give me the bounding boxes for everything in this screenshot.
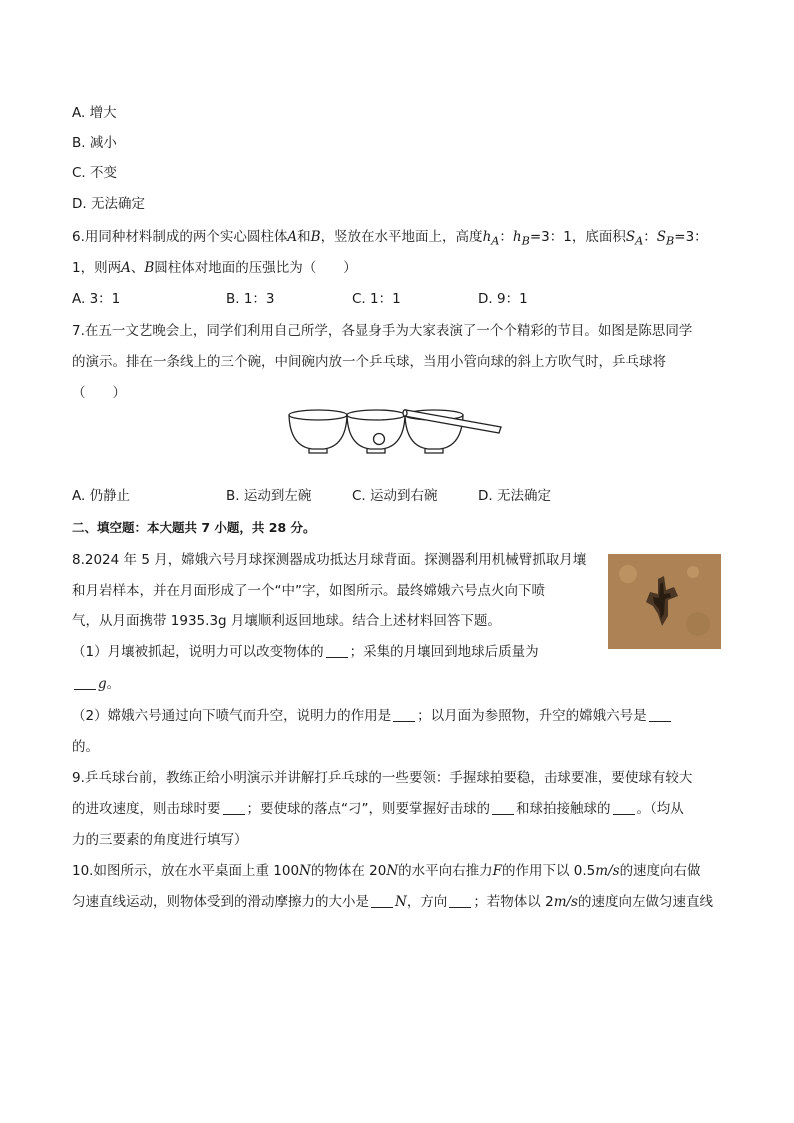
ping-pong-ball	[374, 434, 385, 445]
answer-blank[interactable]	[649, 707, 671, 722]
q6-stem-line2: 1，则两A、B圆柱体对地面的压强比为（ ）	[72, 260, 357, 276]
q9-stem-line3: 力的三要素的角度进行填写）	[72, 832, 248, 848]
answer-blank[interactable]	[74, 675, 96, 690]
q8-sub2-line2: 的。	[72, 739, 99, 755]
q6-option-d: D. 9：1	[478, 291, 528, 307]
three-bowls-figure	[282, 402, 512, 462]
middle-bowl-rim	[347, 410, 405, 420]
q5-option-a: A. 增大	[72, 105, 117, 121]
q7-option-d: D. 无法确定	[478, 488, 551, 504]
q7-option-b: B. 运动到左碗	[226, 488, 312, 504]
q6-stem-line1: 6.用同种材料制成的两个实心圆柱体A和B，竖放在水平地面上，高度$h_A$：$h_B=3$：1，底面积$S_A$：$S_B=3$：	[72, 229, 708, 248]
q8-stem-line2: 和月岩样本，并在月面形成了一个“中”字，如图所示。最终嫦娥六号点火向下喷	[72, 583, 545, 599]
q7-stem-line3: （ ）	[72, 385, 126, 401]
q6-option-c: C. 1：1	[352, 291, 401, 307]
q5-option-d: D. 无法确定	[72, 196, 145, 212]
lunar-surface-photo	[608, 554, 721, 649]
q10-stem-line1: 10.如图所示，放在水平桌面上重 100N的物体在 20N的水平向右推力F的作用下以 0.5m/s的速度向右做	[72, 863, 701, 879]
answer-blank[interactable]	[393, 707, 415, 722]
q7-option-a: A. 仍静止	[72, 488, 131, 504]
q6-option-a: A. 3：1	[72, 291, 121, 307]
q7-stem-line1: 7.在五一文艺晚会上，同学们利用自己所学，各显身手为大家表演了一个个精彩的节目。如图是陈思同学	[72, 323, 693, 339]
q8-sub1-line1: （1）月壤被抓起，说明力可以改变物体的 ；采集的月壤回到地球后质量为	[72, 644, 539, 660]
answer-blank[interactable]	[371, 893, 393, 908]
q8-stem-line1: 8.2024 年 5 月，嫦娥六号月球探测器成功抵达月球背面。探测器利用机械臂抓取月壤	[72, 552, 587, 568]
answer-blank[interactable]	[223, 800, 245, 815]
q9-stem-line1: 9.乒乓球台前，教练正给小明演示并讲解打乒乓球的一些要领：手握球拍要稳，击球要准，要使球有较大	[72, 770, 693, 786]
q8-stem-line3: 气，从月面携带 1935.3g 月壤顺利返回地球。结合上述材料回答下题。	[72, 613, 501, 629]
q8-sub1-line2: g。	[72, 674, 120, 694]
answer-blank[interactable]	[326, 643, 348, 658]
q6-option-b: B. 1：3	[226, 291, 275, 307]
q7-stem-line2: 的演示。排在一条线上的三个碗，中间碗内放一个乒乓球，当用小管向球的斜上方吹气时，乒乓球将	[72, 354, 666, 370]
answer-blank[interactable]	[449, 893, 471, 908]
q7-option-c: C. 运动到右碗	[352, 488, 438, 504]
lunar-soil-character-image	[608, 554, 721, 649]
left-bowl-rim	[289, 410, 347, 420]
q5-option-b: B. 减小	[72, 135, 117, 151]
section-heading: 二、填空题：本大题共 7 小题，共 28 分。	[72, 520, 316, 535]
answer-blank[interactable]	[613, 800, 635, 815]
blowing-tube	[404, 410, 501, 433]
q10-stem-line2: 匀速直线运动，则物体受到的滑动摩擦力的大小是 N，方向 ；若物体以 2m/s的速度向左做匀速直线	[72, 894, 713, 910]
q8-sub2-line1: （2）嫦娥六号通过向下喷气而升空，说明力的作用是 ；以月面为参照物，升空的嫦娥六号是	[72, 706, 673, 726]
answer-blank[interactable]	[492, 800, 514, 815]
q9-stem-line2: 的进攻速度，则击球时要 ；要使球的落点“刁”，则要掌握好击球的 和球拍接触球的 。（均从	[72, 801, 684, 817]
q5-option-c: C. 不变	[72, 165, 118, 181]
